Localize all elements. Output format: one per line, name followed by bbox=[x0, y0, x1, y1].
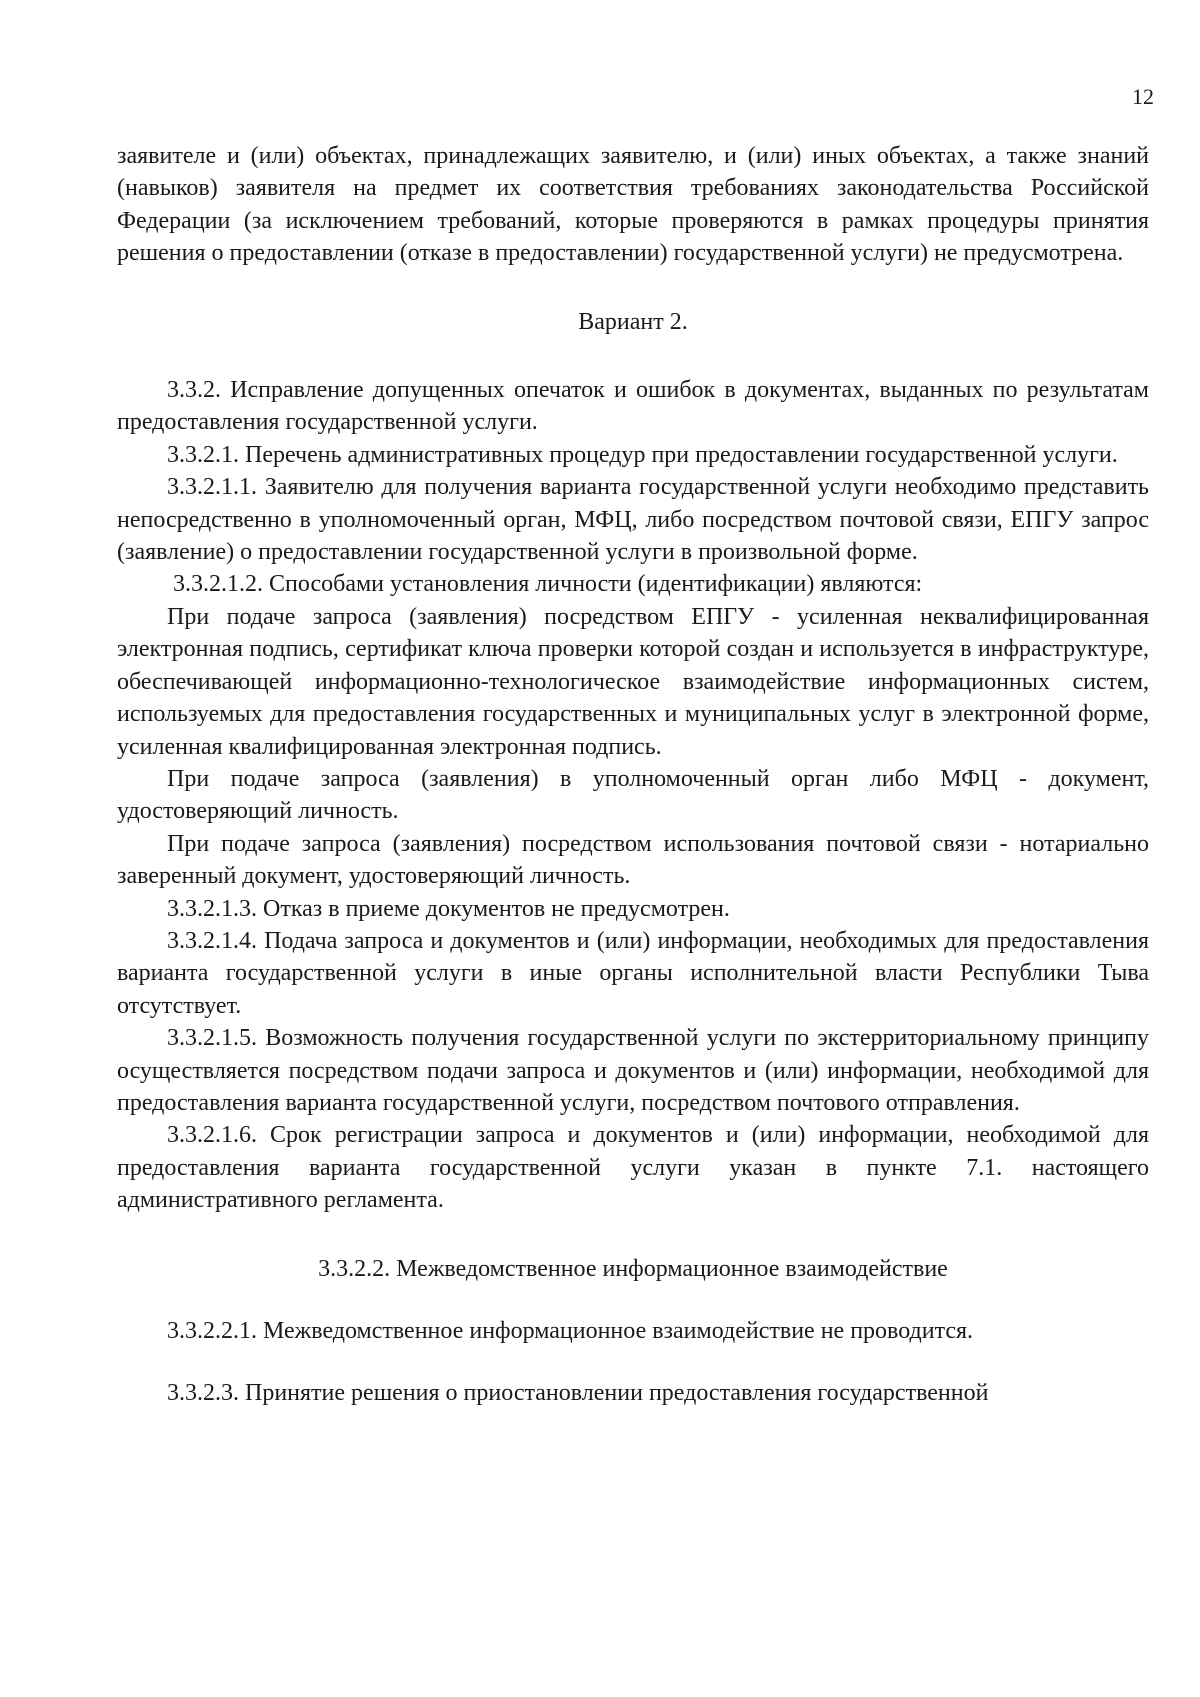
paragraph-3-3-2-1: 3.3.2.1. Перечень административных процедур при предоставлении государственной услуги. bbox=[167, 441, 1118, 468]
paragraph-identification-epgu: При подаче запроса (заявления) посредством ЕПГУ - усиленная неквалифицированная электронная подпись, сертификат ключа проверки которой создан и используется в инфраструктуре, обеспечивающей информационно-технологическое взаимодействие информационных систем, используемых для предоставления государственных и муниципальных услуг в электронной форме, усиленная квалифицированная электронная подпись. bbox=[117, 603, 1149, 760]
paragraph-3-3-2: 3.3.2. Исправление допущенных опечаток и ошибок в документах, выданных по результатам предоставления государственной услуги. bbox=[117, 377, 1149, 436]
paragraph-3-3-2-1-3: 3.3.2.1.3. Отказ в приеме документов не предусмотрен. bbox=[167, 895, 730, 922]
paragraph-3-3-2-1-6: 3.3.2.1.6. Срок регистрации запроса и документов и (или) информации, необходимой для предоставления варианта государственной услуги указан в пункте 7.1. настоящего административного регламента. bbox=[117, 1122, 1149, 1214]
page-number: 12 bbox=[1132, 84, 1154, 109]
section-heading-3-3-2-2: 3.3.2.2. Межведомственное информационное взаимодействие bbox=[318, 1255, 948, 1282]
paragraph-3-3-2-1-2: 3.3.2.1.2. Способами установления личности (идентификации) являются: bbox=[173, 571, 923, 598]
paragraph-identification-post: При подаче запроса (заявления) посредством использования почтовой связи - нотариально заверенный документ, удостоверяющий личность. bbox=[117, 830, 1149, 890]
paragraph-3-3-2-1-5: 3.3.2.1.5. Возможность получения государственной услуги по экстерриториальному принципу осуществляется посредством подачи запроса и документов и (или) информации, необходимой для предоставления варианта государственной услуги, посредством почтового отправления. bbox=[117, 1025, 1149, 1116]
document-body bbox=[117, 140, 1149, 1410]
paragraph-continuation: заявителе и (или) объектах, принадлежащих заявителю, и (или) иных объектах, а также знаний (навыков) заявителя на предмет их соответствия требованиях законодательства Российской Федерации (за исключением требований, которые проверяются в рамках процедуры принятия решения о предоставлении (отказе в предоставлении) государственной услуги) не предусмотрена. bbox=[117, 143, 1149, 267]
paragraph-3-3-2-3: 3.3.2.3. Принятие решения о приостановлении предоставления государственной bbox=[167, 1380, 989, 1407]
paragraph-3-3-2-1-1: 3.3.2.1.1. Заявителю для получения варианта государственной услуги необходимо представить непосредственно в уполномоченный орган, МФЦ, либо посредством почтовой связи, ЕПГУ запрос (заявление) о предоставлении государственной услуги в произвольной форме. bbox=[117, 474, 1149, 566]
section-heading-variant-2: Вариант 2. bbox=[578, 308, 688, 335]
paragraph-3-3-2-2-1: 3.3.2.2.1. Межведомственное информационное взаимодействие не проводится. bbox=[167, 1318, 974, 1344]
paragraph-identification-mfc: При подаче запроса (заявления) в уполномоченный орган либо МФЦ - документ, удостоверяющий личность. bbox=[117, 765, 1149, 825]
paragraph-3-3-2-1-4: 3.3.2.1.4. Подача запроса и документов и (или) информации, необходимых для предоставления варианта государственной услуги в иные органы исполнительной власти Республики Тыва отсутствует. bbox=[117, 927, 1149, 1019]
